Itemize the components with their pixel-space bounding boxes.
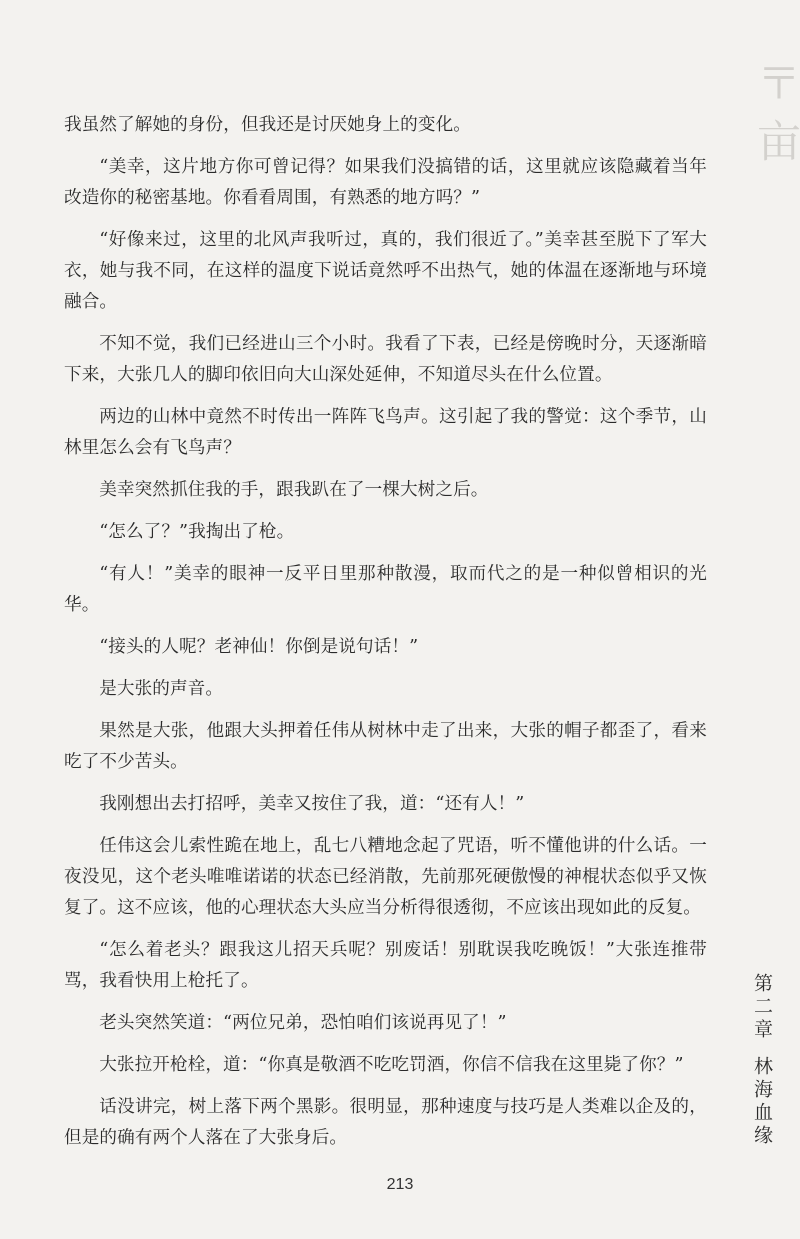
paragraph-10: 是大张的声音。	[99, 679, 224, 699]
paragraph-11: 果然是大张，他跟大头押着任伟从树林中走了出来，大张的帽子都歪了，看来吃了不少苦头。	[64, 721, 707, 772]
chapter-running-head	[746, 973, 778, 1148]
paragraph-12: 我刚想出去打招呼，美幸又按住了我，道：“还有人！”	[99, 794, 525, 814]
paragraph-7: “怎么了？”我掏出了枪。	[99, 522, 295, 542]
paragraph-4: 不知不觉，我们已经进山三个小时。我看了下表，已经是傍晚时分，天逐渐暗下来，大张几人的脚印依旧向大山深处延伸，不知道尽头在什么位置。	[64, 334, 707, 385]
paragraph-16: 大张拉开枪栓，道：“你真是敬酒不吃吃罚酒，你信不信我在这里毙了你？”	[99, 1055, 684, 1075]
paragraph-15: 老头突然笑道：“两位兄弟，恐怕咱们该说再见了！”	[99, 1013, 507, 1033]
paragraph-1: 我虽然了解她的身份，但我还是讨厌她身上的变化。	[64, 115, 471, 135]
paragraph-3: “好像来过，这里的北风声我听过，真的，我们很近了。”美幸甚至脱下了军大衣，她与我不同，在这样的温度下说话竟然呼不出热气，她的体温在逐渐地与环境融合。	[64, 230, 707, 312]
chapter-number: 第二章	[751, 973, 773, 1042]
paragraph-9: “接头的人呢？老神仙！你倒是说句话！”	[99, 637, 419, 657]
paragraph-6: 美幸突然抓住我的手，跟我趴在了一棵大树之后。	[99, 480, 489, 500]
chapter-title: 林海血缘	[751, 1056, 773, 1148]
body-text	[64, 110, 707, 1165]
paragraph-14: “怎么着老头？跟我这儿招天兵呢？别废话！别耽误我吃晚饭！”大张连推带骂，我看快用上枪托了。	[64, 940, 707, 991]
paragraph-8: “有人！”美幸的眼神一反平日里那种散漫，取而代之的是一种似曾相识的光华。	[64, 564, 707, 615]
paragraph-13: 任伟这会儿索性跪在地上，乱七八糟地念起了咒语，听不懂他讲的什么话。一夜没见，这个老头唯唯诺诺的状态已经消散，先前那死硬傲慢的神棍状态似乎又恢复了。这不应该，他的心理状态大头应当分析得很透彻，不应该出现如此的反复。	[64, 836, 707, 918]
paragraph-17: 话没讲完，树上落下两个黑影。很明显，那种速度与技巧是人类难以企及的，但是的确有两个人落在了大张身后。	[64, 1097, 707, 1148]
paragraph-2: “美幸，这片地方你可曾记得？如果我们没搞错的话，这里就应该隐藏着当年改造你的秘密基地。你看看周围，有熟悉的地方吗？”	[64, 157, 707, 208]
bleed-through-mark: 〒 亩	[749, 60, 800, 162]
paragraph-5: 两边的山林中竟然不时传出一阵阵飞鸟声。这引起了我的警觉：这个季节，山林里怎么会有飞鸟声？	[64, 407, 707, 458]
page-number: 213	[386, 1176, 414, 1193]
